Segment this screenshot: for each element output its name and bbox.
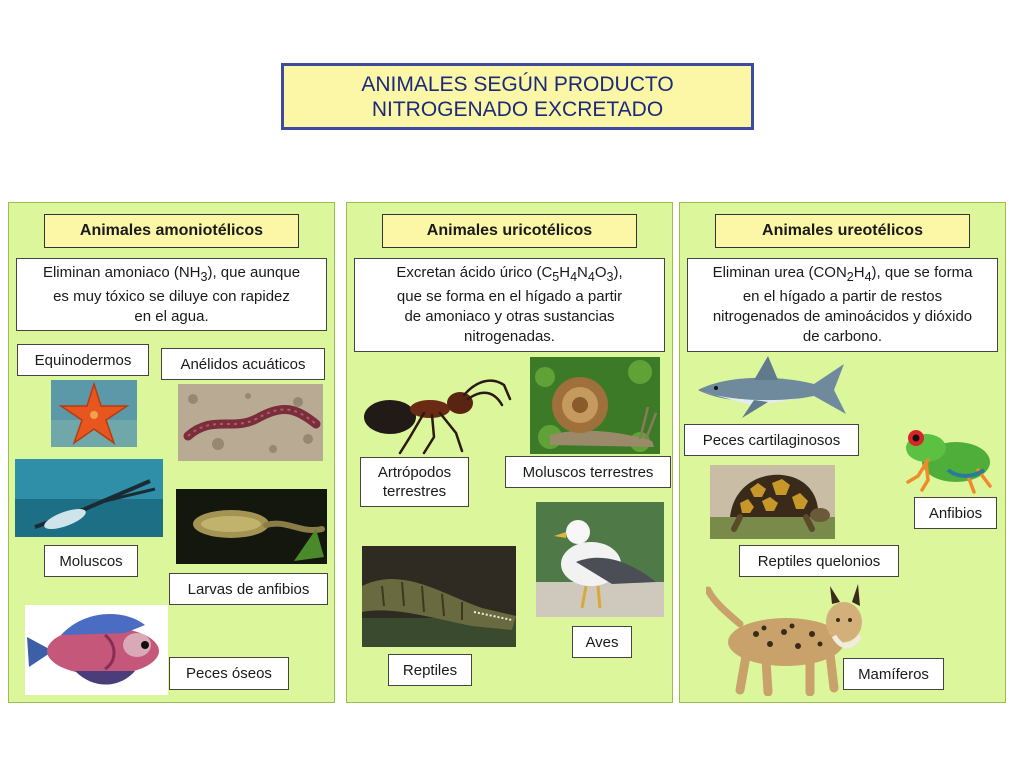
worm-icon [178, 384, 323, 461]
snail-photo [530, 357, 660, 454]
desc-amoniotelicos: Eliminan amoniaco $(NH_3)$, que aunque es muy tóxico se diluye con rapidez en el agua. [16, 258, 327, 331]
label-peces-oseos: Peces óseos [169, 657, 289, 690]
ant-icon [352, 375, 515, 455]
label-equinodermos: Equinodermos [17, 344, 149, 376]
frog-icon [898, 420, 998, 495]
fish-photo [25, 605, 168, 695]
starfish-icon [51, 380, 137, 447]
desc-uricotelicos: Excretan ácido úrico $(C_5H_4N_4O_3)$, que se forma en el hígado a partir de amoniaco y otras sustancias nitrogenadas. [354, 258, 665, 352]
label-larvas: Larvas de anfibios [169, 573, 328, 605]
title-line-2: NITROGENADO EXCRETADO [371, 97, 664, 121]
starfish-photo [51, 380, 137, 447]
label-moluscos-terrestres: Moluscos terrestres [505, 456, 671, 488]
title-line-1: ANIMALES SEGÚN PRODUCTO [361, 72, 674, 96]
crocodile-icon [362, 546, 516, 647]
shark-icon [694, 354, 848, 424]
label-reptiles-quelonios: Reptiles quelonios [739, 545, 899, 577]
gull-icon [536, 502, 664, 617]
shark-photo [694, 354, 848, 424]
label-anfibios: Anfibios [914, 497, 997, 529]
label-anelidos: Anélidos acuáticos [161, 348, 325, 380]
tortoise-photo [710, 465, 835, 539]
label-peces-cartilaginosos: Peces cartilaginosos [684, 424, 859, 456]
page-title [281, 63, 754, 130]
header-ureotelicos: Animales ureotélicos [715, 214, 970, 248]
squid-photo [15, 459, 163, 537]
frog-photo [898, 420, 998, 495]
crocodile-photo [362, 546, 516, 647]
header-amoniotelicos: Animales amoniotélicos [44, 214, 299, 248]
label-moluscos: Moluscos [44, 545, 138, 577]
ant-photo [352, 375, 515, 455]
worm-photo [178, 384, 323, 461]
header-uricotelicos: Animales uricotélicos [382, 214, 637, 248]
label-artropodos: Artrópodos terrestres [360, 457, 469, 507]
fish-icon [25, 605, 168, 695]
label-reptiles: Reptiles [388, 654, 472, 686]
desc-ureotelicos: Eliminan urea $(CON_2H_4)$, que se forma en el hígado a partir de restos nitrogenados de aminoácidos y dióxido de carbono. [687, 258, 998, 352]
tortoise-icon [710, 465, 835, 539]
label-mamiferos: Mamíferos [843, 658, 944, 690]
gull-photo [536, 502, 664, 617]
label-aves: Aves [572, 626, 632, 658]
tadpole-icon [176, 489, 327, 564]
squid-icon [15, 459, 163, 537]
snail-icon [530, 357, 660, 454]
tadpole-photo [176, 489, 327, 564]
